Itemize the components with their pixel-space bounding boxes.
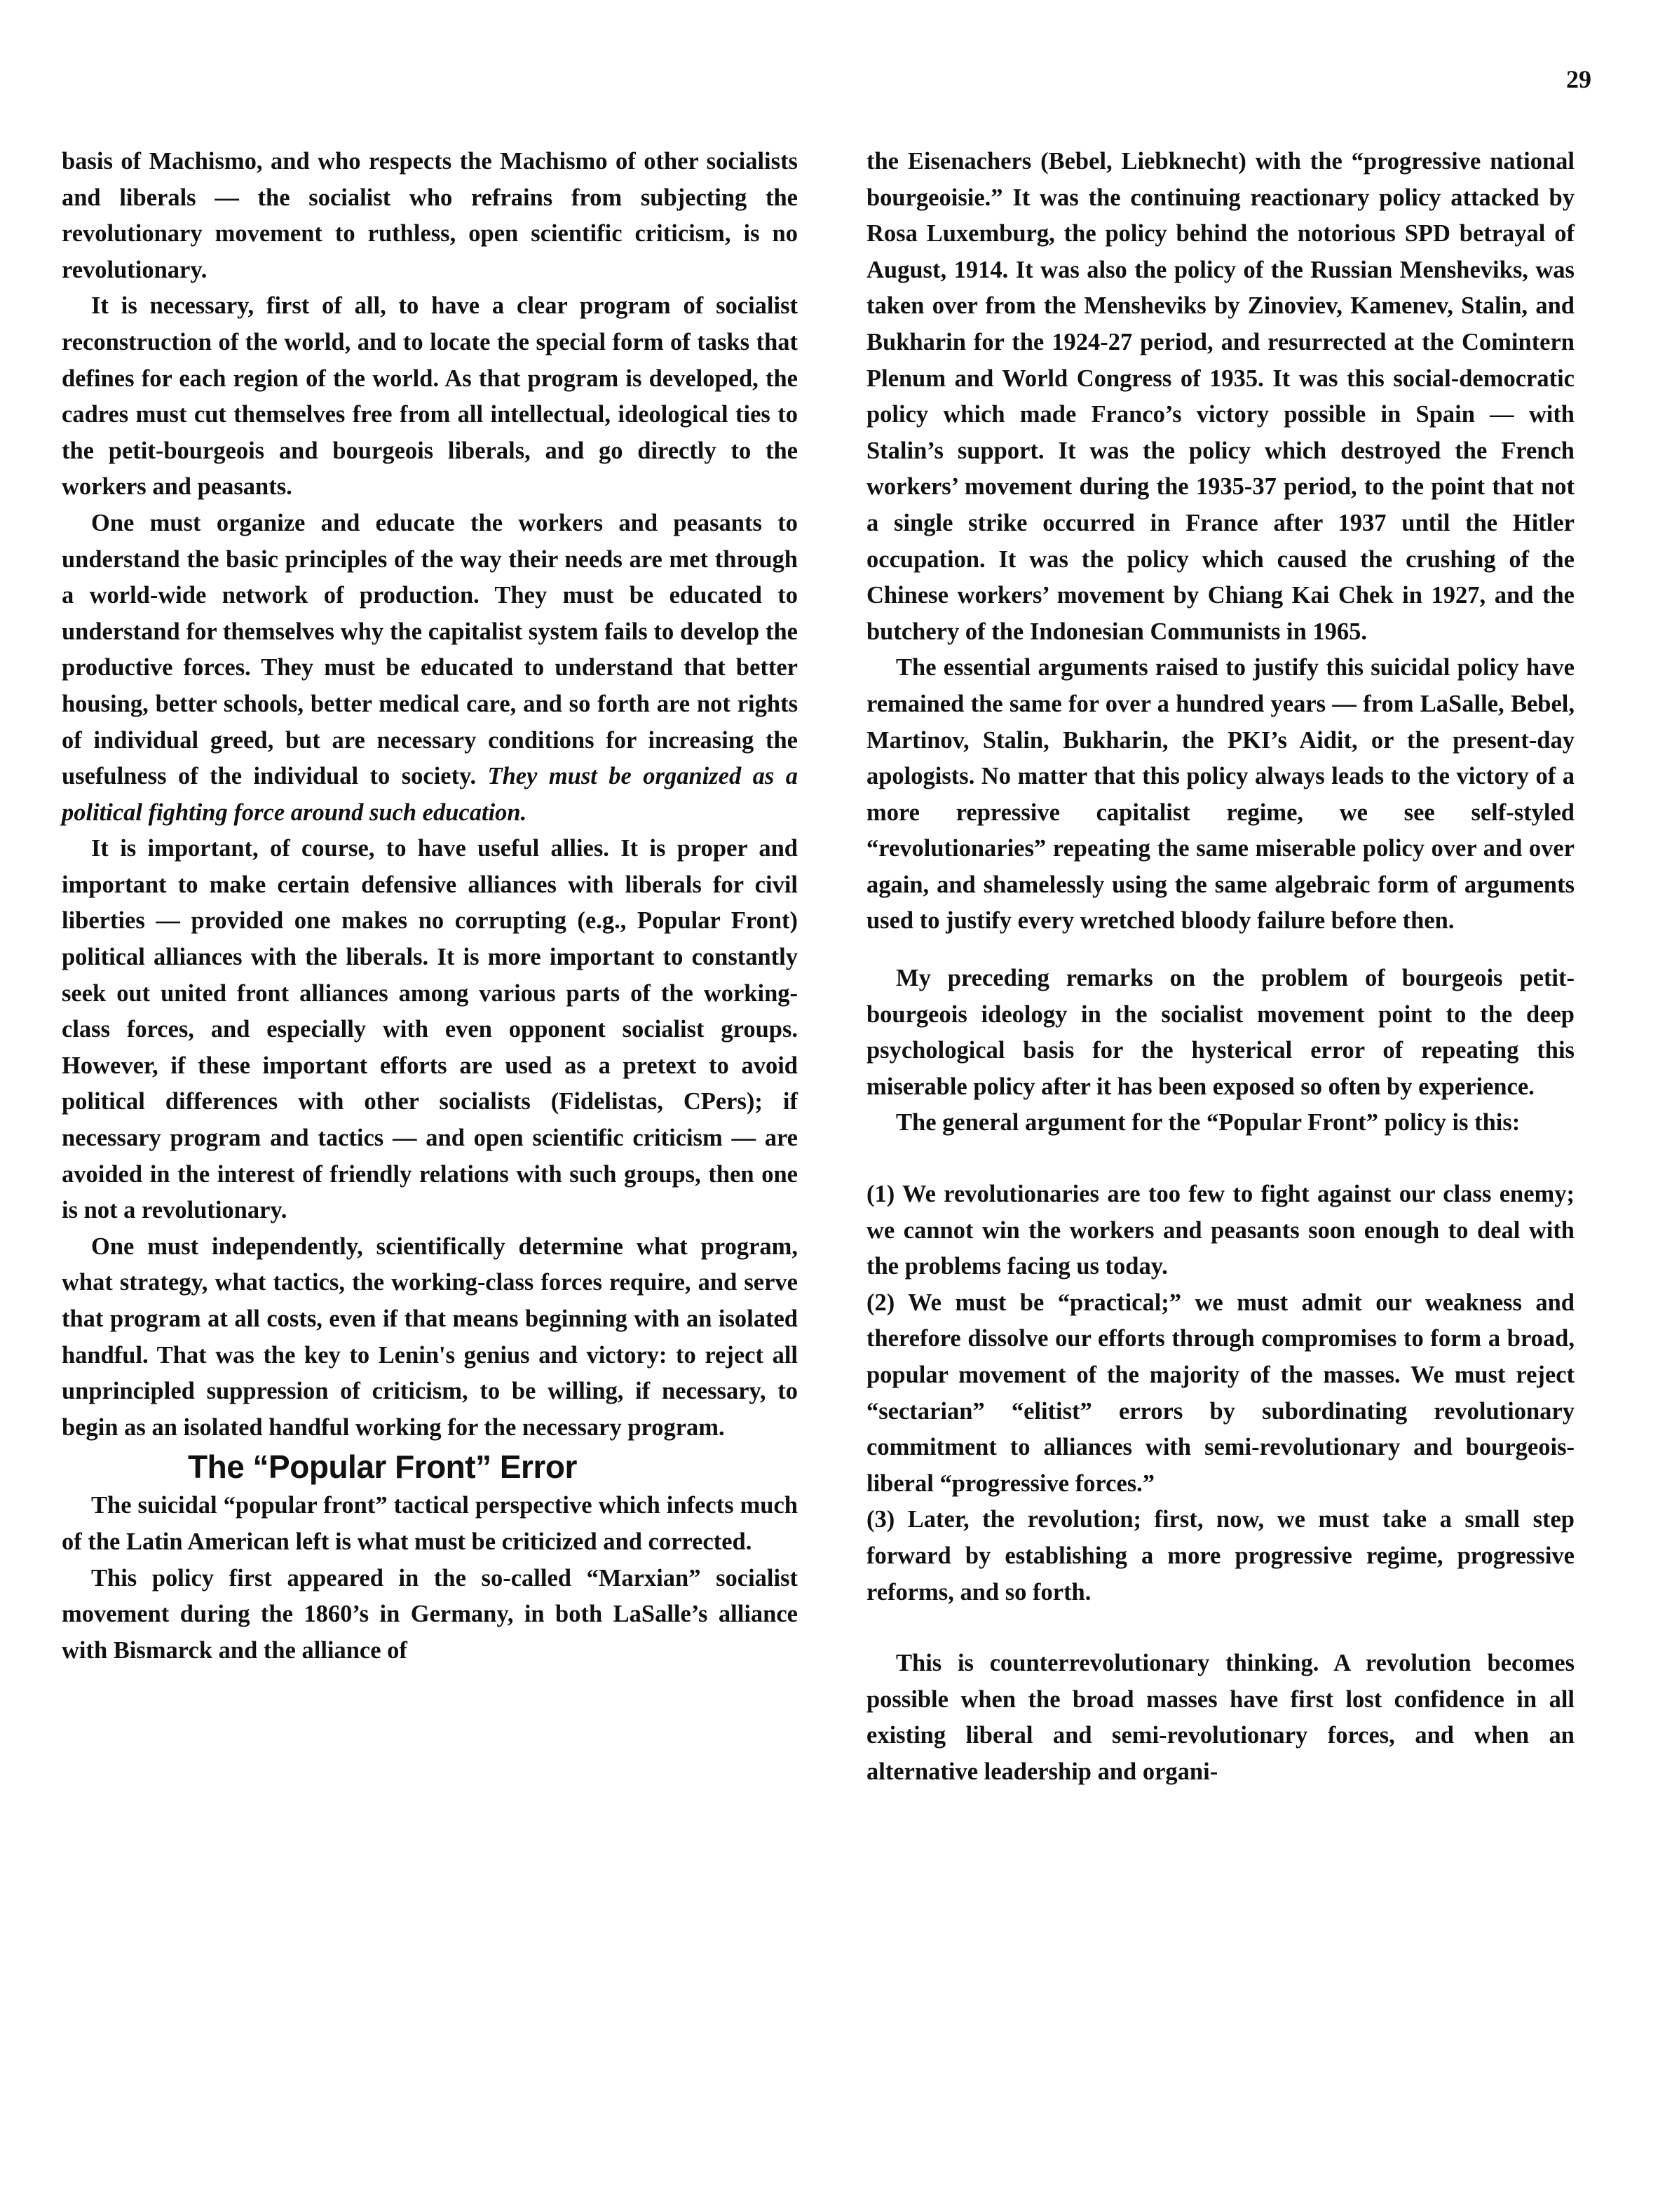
paragraph: It is important, of course, to have useful allies. It is proper and important to make certain defensive alliances with liberals for civil liberties — provided one makes no corrupting (e.g., Popular Front) political alliances with the liberals. It is more important to constantly seek out united front alliances among various parts of the working-class forces, and especially with even opponent socialist groups. However, if these important efforts are used as a pretext to avoid political differences with other socialists (Fidelistas, CPers); if necessary program and tactics — and open scientific criticism — are avoided in the interest of friendly relations with such groups, then one is not a revolutionary. <box>62 835 798 1224</box>
paragraph: The general argument for the “Popular Front” policy is this: <box>896 1109 1521 1136</box>
section-heading: The “Popular Front” Error <box>188 1448 577 1486</box>
list-item: (3) Later, the revolution; first, now, we must take a small step forward by establishing a more progressive regime, progressive reforms, and so forth. <box>866 1506 1575 1606</box>
paragraph-text: One must organize and educate the workers and peasants to understand the basic principles of the way their needs are met through a world-wide network of production. They must be educated to understand for themselves why the capitalist system fails to develop the productive forces. They must be educated to understand that better housing, better schools, better medical care, and so forth are not rights of individual greed, but are necessary conditions for increasing the usefulness of the individual to society. <box>62 509 798 790</box>
list-item: (1) We revolutionaries are too few to fight against our class enemy; we cannot win the workers and peasants soon enough to deal with the problems facing us today. <box>866 1181 1575 1280</box>
paragraph: This is counterrevolutionary thinking. A revolution becomes possible when the broad masses have first lost confidence in all existing liberal and semi-revolutionary forces, and when an alternative leadership and organi- <box>866 1650 1575 1785</box>
paragraph: the Eisenachers (Bebel, Liebknecht) with the “progressive national bourgeoisie.” It was the continuing reactionary policy attacked by Rosa Luxemburg, the policy behind the notorious SPD betrayal of August, 1914. It was also the policy of the Russian Mensheviks, was taken over from the Mensheviks by Zinoviev, Kamenev, Stalin, and Bukharin for the 1924-27 period, and resurrected at the Comintern Plenum and World Congress of 1935. It was this social-democratic policy which made Franco’s victory possible in Spain — with Stalin’s support. It was the policy which destroyed the French workers’ movement during the 1935-37 period, to the point that not a single strike occurred in France after 1937 until the Hitler occupation. It was the policy which caused the crushing of the Chinese workers’ movement by Chiang Kai Chek in 1927, and the butchery of the Indonesian Communists in 1965. <box>866 148 1575 645</box>
page-number: 29 <box>1566 65 1591 93</box>
list-item: (2) We must be “practical;” we must admit our weakness and therefore dissolve our efforts through compromises to form a broad, popular movement of the majority of the masses. We must reject “sectarian” “elitist” errors by subordinating revolutionary commitment to alliances with semi-revolutionary and bourgeois-liberal “progressive forces.” <box>866 1289 1575 1497</box>
left-column <box>62 144 798 1669</box>
right-column <box>866 144 1575 1791</box>
paragraph: One must independently, scientifically determine what program, what strategy, what tactics, the working-class forces require, and serve that program at all costs, even if that means beginning with an isolated handful. That was the key to Lenin's genius and victory: to reject all unprincipled suppression of criticism, to be willing, if necessary, to begin as an isolated handful working for the necessary program. <box>62 1233 798 1441</box>
paragraph: The suicidal “popular front” tactical perspective which infects much of the Latin American left is what must be criticized and corrected. <box>62 1492 798 1555</box>
paragraph: The essential arguments raised to justify this suicidal policy have remained the same for over a hundred years — from LaSalle, Bebel, Martinov, Stalin, Bukharin, the PKI’s Aidit, or the present-day apologists. No matter that this policy always leads to the victory of a more repressive capitalist regime, we see self-styled “revolutionaries” repeating the same miserable policy over and over again, and shamelessly using the same algebraic form of arguments used to justify every wretched bloody failure before then. <box>866 654 1575 935</box>
argument-list <box>866 1176 1575 1610</box>
paragraph: It is necessary, first of all, to have a clear program of socialist reconstruction of the world, and to locate the special form of tasks that defines for each region of the world. As that program is developed, the cadres must cut themselves free from all intellectual, ideological ties to the petit-bourgeois and bourgeois liberals, and go directly to the workers and peasants. <box>62 292 798 501</box>
paragraph-emphasis: They must be organized as a political fighting force around such education. <box>62 763 798 826</box>
paragraph: My preceding remarks on the problem of bourgeois petit-bourgeois ideology in the socialist movement point to the deep psychological basis for the hysterical error of repeating this miserable policy after it has been exposed so often by experience. <box>866 965 1575 1100</box>
paragraph: basis of Machismo, and who respects the Machismo of other socialists and liberals — the socialist who refrains from subjecting the revolutionary movement to ruthless, open scientific criticism, is no revolutionary. <box>62 148 798 283</box>
paragraph: This policy first appeared in the so-called “Marxian” socialist movement during the 1860’s in Germany, in both LaSalle’s alliance with Bismarck and the alliance of <box>62 1564 798 1664</box>
paragraph <box>62 505 798 831</box>
